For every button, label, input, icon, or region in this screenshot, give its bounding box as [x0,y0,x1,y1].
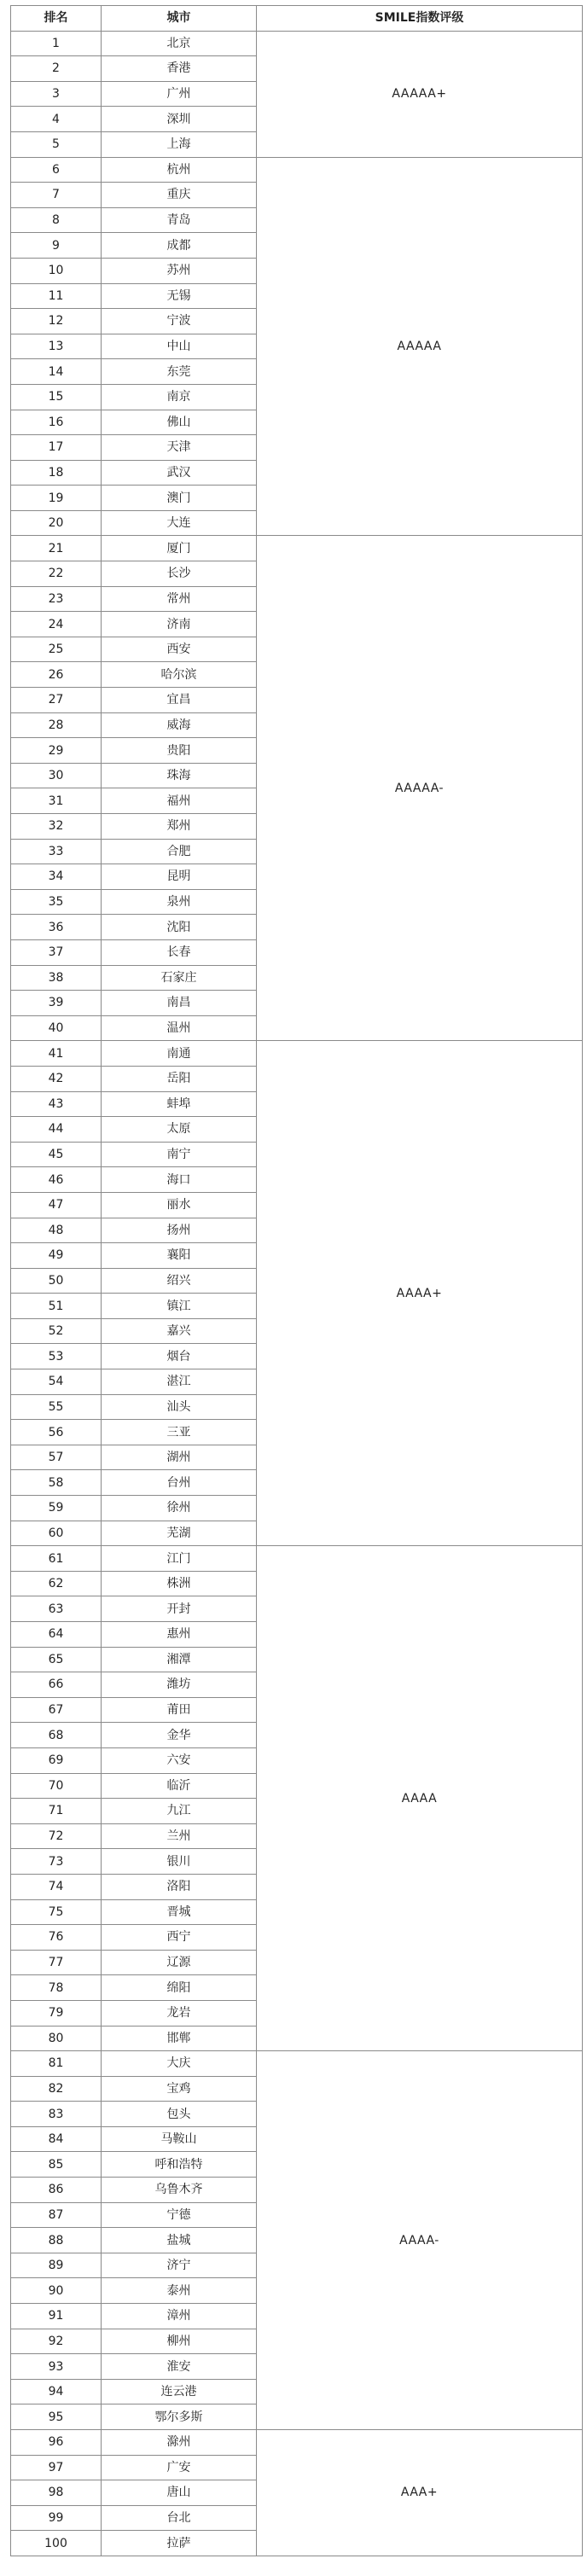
rank-cell: 47 [11,1192,102,1218]
rank-cell: 80 [11,2026,102,2051]
city-cell: 南通 [102,1041,257,1067]
rank-cell: 96 [11,2430,102,2456]
rank-cell: 25 [11,637,102,662]
rank-cell: 85 [11,2152,102,2178]
rank-cell: 90 [11,2278,102,2304]
city-cell: 济宁 [102,2253,257,2278]
city-cell: 襄阳 [102,1243,257,1269]
city-cell: 江门 [102,1546,257,1572]
rank-cell: 71 [11,1799,102,1824]
grade-cell: AAAA- [257,2051,583,2430]
rank-cell: 29 [11,738,102,764]
rank-cell: 94 [11,2379,102,2404]
city-cell: 晋城 [102,1899,257,1925]
rank-cell: 1 [11,31,102,56]
rank-cell: 7 [11,183,102,208]
city-cell: 长沙 [102,561,257,587]
rank-cell: 16 [11,410,102,435]
city-cell: 珠海 [102,763,257,788]
ranking-table-container [10,5,583,2556]
city-cell: 滁州 [102,2430,257,2456]
city-cell: 苏州 [102,258,257,283]
rank-cell: 100 [11,2531,102,2556]
city-cell: 临沂 [102,1773,257,1799]
city-cell: 嘉兴 [102,1318,257,1344]
table-body [11,31,583,2556]
rank-cell: 13 [11,334,102,359]
city-cell: 辽源 [102,1950,257,1975]
header-city: 城市 [102,6,257,32]
city-cell: 长春 [102,939,257,965]
rank-cell: 95 [11,2404,102,2430]
rank-cell: 17 [11,435,102,461]
city-cell: 福州 [102,788,257,814]
city-cell: 台北 [102,2505,257,2531]
grade-cell: AAAAA- [257,536,583,1041]
city-cell: 北京 [102,31,257,56]
city-cell: 六安 [102,1747,257,1773]
city-cell: 西安 [102,637,257,662]
rank-cell: 28 [11,712,102,738]
grade-cell: AAAA [257,1546,583,2051]
city-cell: 丽水 [102,1192,257,1218]
rank-cell: 93 [11,2354,102,2380]
rank-cell: 82 [11,2076,102,2102]
city-cell: 柳州 [102,2329,257,2354]
rank-cell: 91 [11,2304,102,2329]
table-row [11,1546,583,1572]
rank-cell: 75 [11,1899,102,1925]
rank-cell: 69 [11,1747,102,1773]
city-cell: 济南 [102,612,257,637]
rank-cell: 23 [11,586,102,612]
city-cell: 洛阳 [102,1874,257,1899]
rank-cell: 18 [11,460,102,486]
rank-cell: 32 [11,814,102,840]
table-row [11,1041,583,1067]
grade-cell: AAAA+ [257,1041,583,1546]
city-cell: 开封 [102,1596,257,1622]
city-cell: 合肥 [102,839,257,864]
rank-cell: 54 [11,1369,102,1395]
rank-cell: 78 [11,1975,102,2001]
city-cell: 宁波 [102,309,257,334]
city-ranking-table [10,5,583,2556]
city-cell: 烟台 [102,1344,257,1369]
city-cell: 兰州 [102,1823,257,1849]
rank-cell: 70 [11,1773,102,1799]
rank-cell: 31 [11,788,102,814]
rank-cell: 42 [11,1066,102,1091]
city-cell: 石家庄 [102,965,257,991]
rank-cell: 97 [11,2455,102,2480]
rank-cell: 56 [11,1420,102,1445]
city-cell: 呼和浩特 [102,2152,257,2178]
rank-cell: 38 [11,965,102,991]
city-cell: 绵阳 [102,1975,257,2001]
header-rank: 排名 [11,6,102,32]
header-grade: SMILE指数评级 [257,6,583,32]
rank-cell: 72 [11,1823,102,1849]
rank-cell: 81 [11,2051,102,2077]
city-cell: 广安 [102,2455,257,2480]
rank-cell: 67 [11,1697,102,1723]
city-cell: 银川 [102,1849,257,1875]
table-header-row [11,6,583,32]
city-cell: 漳州 [102,2304,257,2329]
city-cell: 沈阳 [102,915,257,940]
city-cell: 威海 [102,712,257,738]
city-cell: 香港 [102,56,257,82]
city-cell: 海口 [102,1167,257,1193]
city-cell: 厦门 [102,536,257,561]
city-cell: 深圳 [102,107,257,132]
city-cell: 泉州 [102,889,257,915]
rank-cell: 74 [11,1874,102,1899]
rank-cell: 86 [11,2178,102,2203]
city-cell: 绍兴 [102,1268,257,1294]
city-cell: 宜昌 [102,688,257,713]
rank-cell: 41 [11,1041,102,1067]
rank-cell: 26 [11,662,102,688]
grade-cell: AAAAA [257,157,583,536]
city-cell: 淮安 [102,2354,257,2380]
rank-cell: 66 [11,1672,102,1698]
city-cell: 杭州 [102,157,257,183]
rank-cell: 61 [11,1546,102,1572]
rank-cell: 52 [11,1318,102,1344]
rank-cell: 19 [11,486,102,511]
city-cell: 湘潭 [102,1647,257,1672]
city-cell: 鄂尔多斯 [102,2404,257,2430]
rank-cell: 60 [11,1521,102,1546]
rank-cell: 40 [11,1015,102,1041]
rank-cell: 43 [11,1091,102,1117]
rank-cell: 49 [11,1243,102,1269]
city-cell: 龙岩 [102,2000,257,2026]
city-cell: 武汉 [102,460,257,486]
city-cell: 蚌埠 [102,1091,257,1117]
table-row [11,2051,583,2077]
rank-cell: 64 [11,1622,102,1648]
city-cell: 包头 [102,2102,257,2127]
rank-cell: 57 [11,1445,102,1470]
table-row [11,31,583,56]
city-cell: 泰州 [102,2278,257,2304]
rank-cell: 33 [11,839,102,864]
city-cell: 莆田 [102,1697,257,1723]
city-cell: 潍坊 [102,1672,257,1698]
rank-cell: 9 [11,233,102,259]
rank-cell: 55 [11,1394,102,1420]
rank-cell: 46 [11,1167,102,1193]
rank-cell: 36 [11,915,102,940]
rank-cell: 4 [11,107,102,132]
rank-cell: 20 [11,510,102,536]
city-cell: 芜湖 [102,1521,257,1546]
city-cell: 湛江 [102,1369,257,1395]
city-cell: 拉萨 [102,2531,257,2556]
rank-cell: 3 [11,81,102,107]
table-row [11,536,583,561]
rank-cell: 98 [11,2480,102,2506]
rank-cell: 79 [11,2000,102,2026]
rank-cell: 51 [11,1294,102,1319]
city-cell: 岳阳 [102,1066,257,1091]
rank-cell: 65 [11,1647,102,1672]
rank-cell: 88 [11,2228,102,2253]
city-cell: 徐州 [102,1496,257,1521]
grade-cell: AAA+ [257,2430,583,2556]
rank-cell: 11 [11,283,102,309]
city-cell: 常州 [102,586,257,612]
city-cell: 天津 [102,435,257,461]
rank-cell: 12 [11,309,102,334]
rank-cell: 34 [11,864,102,890]
rank-cell: 44 [11,1117,102,1143]
rank-cell: 6 [11,157,102,183]
rank-cell: 50 [11,1268,102,1294]
city-cell: 青岛 [102,207,257,233]
city-cell: 南昌 [102,991,257,1016]
city-cell: 太原 [102,1117,257,1143]
city-cell: 九江 [102,1799,257,1824]
rank-cell: 30 [11,763,102,788]
city-cell: 乌鲁木齐 [102,2178,257,2203]
city-cell: 贵阳 [102,738,257,764]
rank-cell: 21 [11,536,102,561]
table-row [11,157,583,183]
rank-cell: 5 [11,131,102,157]
rank-cell: 87 [11,2202,102,2228]
city-cell: 昆明 [102,864,257,890]
city-cell: 无锡 [102,283,257,309]
city-cell: 汕头 [102,1394,257,1420]
rank-cell: 77 [11,1950,102,1975]
city-cell: 三亚 [102,1420,257,1445]
rank-cell: 58 [11,1470,102,1496]
rank-cell: 68 [11,1723,102,1748]
rank-cell: 62 [11,1571,102,1596]
city-cell: 邯郸 [102,2026,257,2051]
table-row [11,2430,583,2456]
rank-cell: 45 [11,1142,102,1167]
rank-cell: 37 [11,939,102,965]
rank-cell: 99 [11,2505,102,2531]
city-cell: 温州 [102,1015,257,1041]
city-cell: 南京 [102,384,257,410]
city-cell: 广州 [102,81,257,107]
city-cell: 惠州 [102,1622,257,1648]
city-cell: 佛山 [102,410,257,435]
city-cell: 中山 [102,334,257,359]
city-cell: 湖州 [102,1445,257,1470]
rank-cell: 89 [11,2253,102,2278]
rank-cell: 63 [11,1596,102,1622]
city-cell: 郑州 [102,814,257,840]
city-cell: 台州 [102,1470,257,1496]
city-cell: 宝鸡 [102,2076,257,2102]
city-cell: 株洲 [102,1571,257,1596]
rank-cell: 53 [11,1344,102,1369]
rank-cell: 15 [11,384,102,410]
city-cell: 东莞 [102,359,257,385]
rank-cell: 84 [11,2126,102,2152]
rank-cell: 73 [11,1849,102,1875]
rank-cell: 22 [11,561,102,587]
rank-cell: 24 [11,612,102,637]
city-cell: 镇江 [102,1294,257,1319]
city-cell: 成都 [102,233,257,259]
city-cell: 马鞍山 [102,2126,257,2152]
rank-cell: 8 [11,207,102,233]
city-cell: 盐城 [102,2228,257,2253]
city-cell: 金华 [102,1723,257,1748]
city-cell: 唐山 [102,2480,257,2506]
city-cell: 重庆 [102,183,257,208]
city-cell: 澳门 [102,486,257,511]
rank-cell: 83 [11,2102,102,2127]
rank-cell: 48 [11,1218,102,1243]
city-cell: 西宁 [102,1925,257,1951]
city-cell: 扬州 [102,1218,257,1243]
city-cell: 大连 [102,510,257,536]
rank-cell: 2 [11,56,102,82]
rank-cell: 59 [11,1496,102,1521]
grade-cell: AAAAA+ [257,31,583,157]
rank-cell: 76 [11,1925,102,1951]
rank-cell: 35 [11,889,102,915]
rank-cell: 10 [11,258,102,283]
city-cell: 大庆 [102,2051,257,2077]
rank-cell: 27 [11,688,102,713]
rank-cell: 39 [11,991,102,1016]
rank-cell: 14 [11,359,102,385]
city-cell: 哈尔滨 [102,662,257,688]
city-cell: 宁德 [102,2202,257,2228]
city-cell: 连云港 [102,2379,257,2404]
city-cell: 南宁 [102,1142,257,1167]
rank-cell: 92 [11,2329,102,2354]
city-cell: 上海 [102,131,257,157]
